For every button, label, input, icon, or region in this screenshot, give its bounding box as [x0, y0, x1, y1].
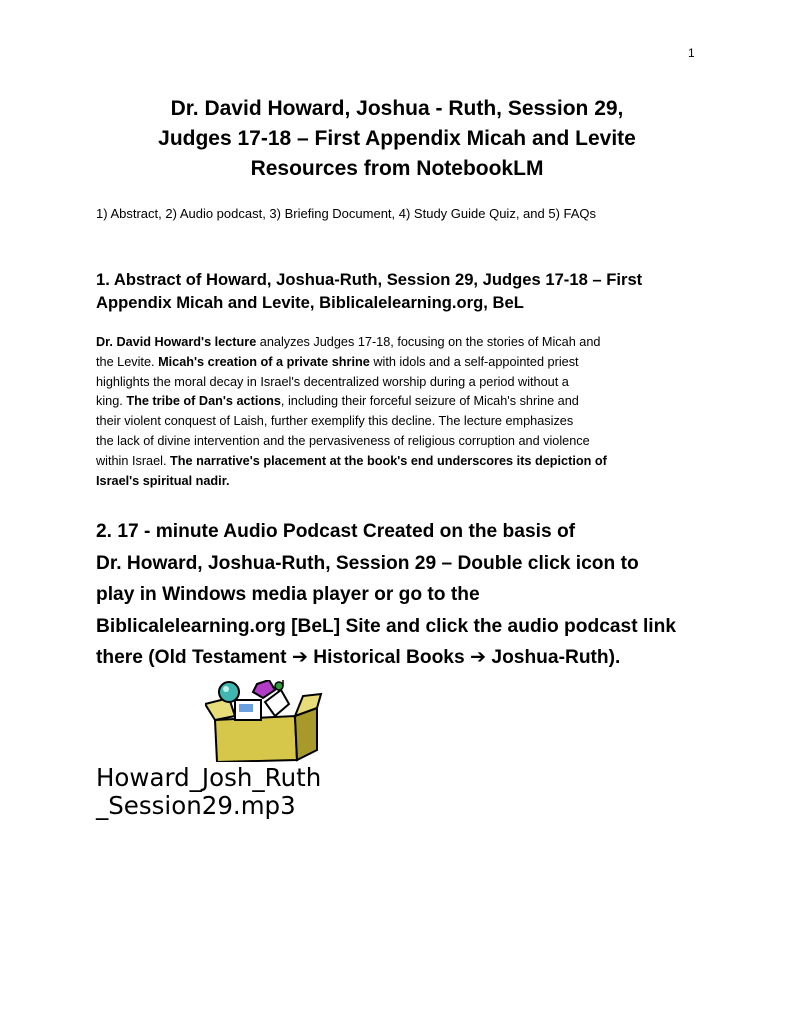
abstract-bold: Israel's spiritual nadir. [96, 473, 230, 488]
audio-file-name: Howard_Josh_Ruth [96, 763, 322, 792]
heading-line: Appendix Micah and Levite, Biblicalelearning.org, BeL [96, 293, 524, 312]
heading-text: Historical Books [307, 647, 470, 668]
page-title [60, 94, 734, 184]
abstract-bold: Micah's creation of a private shrine [158, 354, 370, 369]
title-line: Judges 17-18 – First Appendix Micah and Levite [158, 127, 636, 150]
section2-heading [96, 516, 736, 674]
abstract-text: , including their forceful seizure of Micah's shrine and [280, 394, 579, 409]
title-line: Dr. David Howard, Joshua - Ruth, Session 29, [170, 97, 624, 120]
abstract-text: with idols and a self-appointed priest [369, 354, 579, 369]
heading-line: Biblicalelearning.org [BeL] Site and click the audio podcast link [96, 615, 677, 637]
arrow-right-icon: ➔ [469, 647, 487, 668]
abstract-text: king. [96, 394, 127, 409]
abstract-text: analyzes Judges 17-18, focusing on the stories of Micah and [256, 335, 601, 349]
heading-line: Dr. Howard, Joshua-Ruth, Session 29 – Double click icon to [96, 552, 639, 574]
heading-line: 2. 17 - minute Audio Podcast Created on the basis of [96, 521, 576, 542]
section1-heading [96, 268, 736, 314]
heading-line: 1. Abstract of Howard, Joshua-Ruth, Session 29, Judges 17-18 – First [96, 270, 643, 289]
heading-line: play in Windows media player or go to the [96, 584, 480, 605]
page-number: 1 [688, 46, 695, 60]
abstract-text: highlights the moral decay in Israel's decentralized worship during a period without a [96, 374, 569, 389]
abstract-text: the Levite. [96, 354, 159, 369]
heading-text: there (Old Testament [96, 647, 292, 668]
abstract-bold: The narrative's placement at the book's end underscores its depiction of [170, 453, 607, 468]
abstract-bold: The tribe of Dan's actions [126, 394, 281, 409]
arrow-right-icon: ➔ [291, 647, 308, 668]
abstract-text: the lack of divine intervention and the pervasiveness of religious corruption and violence [96, 433, 590, 448]
abstract-text: their violent conquest of Laish, further exemplify this decline. The lecture emphasizes [96, 414, 574, 429]
resources-list: 1) Abstract, 2) Audio podcast, 3) Briefing Document, 4) Study Guide Quiz, and 5) FAQs [96, 206, 597, 221]
media-package-icon[interactable] [205, 680, 325, 762]
abstract-bold: Dr. David Howard's lecture [96, 335, 257, 349]
abstract-paragraph [96, 333, 706, 491]
audio-file-name: _Session29.mp3 [96, 791, 296, 820]
audio-file-label[interactable] [96, 764, 456, 820]
title-line: Resources from NotebookLM [250, 157, 544, 180]
heading-text: Joshua-Ruth). [486, 647, 621, 668]
abstract-text: within Israel. [96, 453, 171, 468]
